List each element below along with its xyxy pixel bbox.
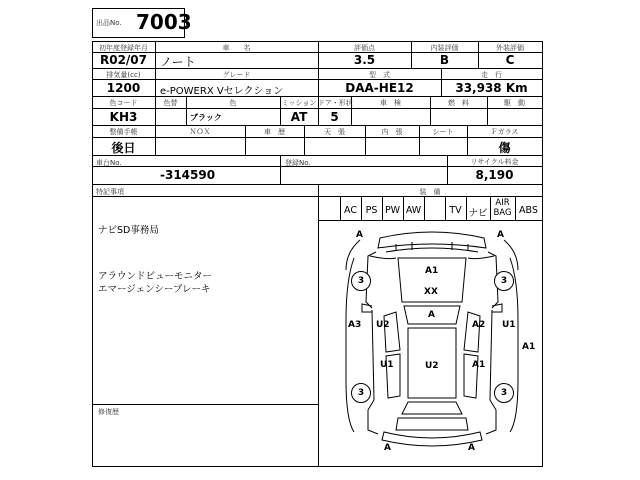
registration-label: 登録No.: [285, 159, 311, 167]
manual-value: 後日: [111, 141, 136, 155]
interior-score-label: 内装評価: [430, 44, 459, 52]
model-code-value: DAA-HE12: [345, 81, 414, 95]
tire-front-right: 3: [494, 271, 514, 291]
car-diagram: [346, 232, 518, 446]
mission-value: AT: [290, 110, 308, 124]
door-label: ドア・形状: [318, 99, 353, 107]
inspection-label: 車 検: [380, 99, 401, 107]
reg-date-value: R02/07: [99, 53, 148, 67]
damage-front-right: A: [497, 230, 504, 240]
note-line-2: アラウンドビューモニター: [98, 271, 213, 282]
reg-date-label: 初年度登録年月: [99, 44, 148, 52]
car-name-value: ノート: [160, 55, 196, 69]
damage-rear-left: A: [384, 443, 391, 453]
exterior-score-label: 外装評価: [496, 44, 524, 52]
damage-rear-right: A: [468, 443, 475, 453]
recycle-value: 8,190: [475, 168, 514, 182]
repair-history-label: 修復歴: [98, 408, 119, 416]
notes-label: 特記事項: [96, 188, 124, 196]
grade-label: グレード: [222, 71, 251, 79]
damage-hood-1: A1: [425, 266, 439, 276]
equip-ac: AC: [344, 205, 357, 216]
roof-label: 天 張: [324, 128, 345, 136]
sheet-label: シート: [432, 128, 454, 136]
glass-value: 傷: [498, 141, 511, 155]
fuel-label: 燃 料: [448, 99, 469, 107]
lot-label: 出品No.: [96, 19, 122, 27]
tire-rear-left: 3: [351, 383, 371, 403]
color-code-value: KH3: [109, 110, 138, 124]
grade-value: e-POWERX Vセレクション: [160, 86, 284, 97]
model-code-label: 型 式: [369, 71, 390, 79]
drive-label: 駆 動: [504, 99, 525, 107]
lot-number: 7003: [136, 10, 192, 34]
damage-left-rear-door: U1: [380, 360, 394, 370]
mileage-value: 33,938 Km: [455, 81, 528, 95]
equip-navi: ナビ: [468, 208, 488, 219]
car-name-label: 車 名: [222, 44, 251, 52]
damage-roof: U2: [425, 361, 439, 371]
mileage-label: 走 行: [481, 71, 502, 79]
equip-tv: TV: [449, 205, 462, 216]
damage-right-rear-door: A1: [472, 360, 486, 370]
displacement-label: 排気量(cc): [106, 71, 141, 79]
damage-left-front-fender: A3: [348, 320, 362, 330]
equip-airbag: AIR BAG: [493, 198, 512, 218]
damage-hood-2: XX: [424, 287, 438, 297]
equip-aw: AW: [405, 205, 422, 216]
equipment-label: 装 備: [419, 188, 441, 196]
score-label: 評価点: [354, 44, 375, 52]
color-change-label: 色替: [163, 99, 178, 107]
chassis-label: 車台No.: [96, 159, 122, 167]
exterior-score-value: C: [505, 53, 515, 67]
color-code-label: 色コード: [109, 99, 138, 107]
damage-windshield: A: [428, 310, 435, 320]
color-label: 色: [229, 99, 237, 107]
damage-right-front-fender: U1: [502, 320, 516, 330]
chassis-value: -314590: [160, 168, 216, 182]
interior-score-value: B: [439, 53, 450, 67]
recycle-label: リサイクル料金: [470, 158, 519, 166]
note-line-3: エマージェンシーブレーキ: [98, 284, 211, 295]
glass-label: Ｆガラス: [490, 128, 519, 136]
interior-lining-label: 内 張: [381, 128, 403, 136]
tire-front-left: 3: [351, 271, 371, 291]
equip-ps: PS: [365, 205, 378, 216]
damage-front-left: A: [356, 230, 363, 240]
damage-right-side: A1: [522, 342, 536, 352]
nox-label: ＮＯＸ: [189, 128, 211, 136]
score-value: 3.5: [353, 53, 376, 67]
tire-rear-right: 3: [494, 383, 514, 403]
mission-label: ミッション: [281, 99, 317, 107]
color-value: ブラック: [190, 113, 222, 122]
displacement-value: 1200: [106, 81, 141, 95]
manual-label: 整備手帳: [109, 128, 138, 136]
history-label: 車 歴: [264, 128, 285, 136]
damage-left-front-door: U2: [376, 320, 390, 330]
damage-right-front-door: A2: [472, 320, 486, 330]
door-value: 5: [330, 110, 339, 124]
note-line-1: ナビSD事務局: [98, 225, 159, 236]
equip-abs: ABS: [519, 205, 538, 216]
equip-pw: PW: [384, 205, 401, 216]
